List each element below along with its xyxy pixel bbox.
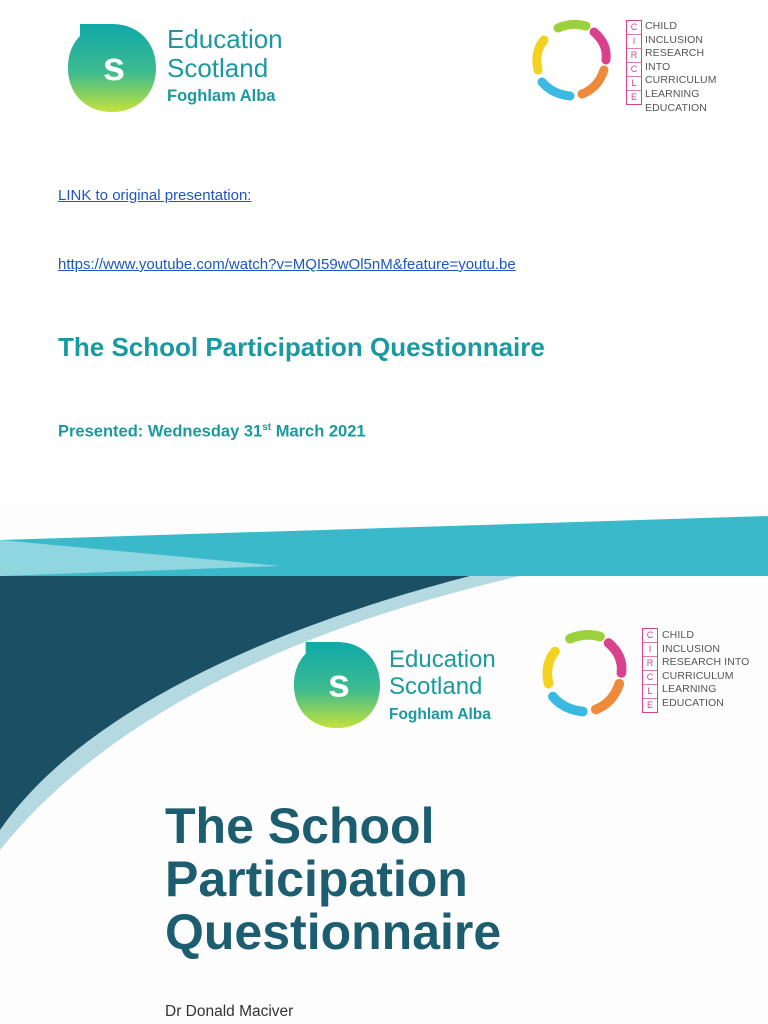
presenter-name: Dr Donald Maciver <box>165 1003 294 1020</box>
circle-logo <box>530 18 730 114</box>
circle-words: CHILD INCLUSION RESEARCH INTO CURRICULUM LEARNING EDUCATION <box>645 20 717 114</box>
circle-ring-icon <box>530 18 614 102</box>
logo-word-scotland: Scotland <box>167 53 269 83</box>
youtube-url-link[interactable]: https://www.youtube.com/watch?v=MQI59wOl5nM&feature=youtu.be <box>58 256 516 273</box>
slide-logo-word-education: Education <box>389 646 496 673</box>
education-scotland-mark-icon <box>66 22 158 114</box>
document-title: The School Participation Questionnaire <box>58 332 545 362</box>
presented-ordinal-suffix: st <box>262 422 272 433</box>
svg-text:s: s <box>328 662 350 706</box>
presented-prefix: Presented: Wednesday 31 <box>58 422 263 441</box>
slide-logo-word-foghlam-alba: Foghlam Alba <box>389 706 491 723</box>
slide-title-line-2: Participation <box>165 851 468 907</box>
svg-text:s: s <box>102 45 126 89</box>
slide-title-line-1: The School <box>165 798 435 854</box>
circle-acronym: C I R C L E <box>626 20 642 105</box>
original-presentation-link[interactable]: LINK to original presentation: <box>58 187 252 204</box>
education-scotland-logo <box>66 22 306 117</box>
slide-circle-acronym: C I R C L E <box>642 628 658 713</box>
slide-circle-words: CHILD INCLUSION RESEARCH INTO CURRICULUM LEARNING EDUCATION <box>662 629 750 709</box>
slide-education-scotland-logo <box>292 640 522 735</box>
logo-word-education: Education <box>167 24 283 54</box>
slide-education-scotland-mark-icon <box>292 640 382 730</box>
slide-logo-word-scotland: Scotland <box>389 673 483 700</box>
presented-date <box>58 422 366 442</box>
slide-circle-ring-icon <box>540 628 630 718</box>
slide-title <box>165 800 501 959</box>
slide-circle-logo <box>540 626 755 726</box>
slide-title-line-3: Questionnaire <box>165 904 502 960</box>
presented-month-year: March 2021 <box>271 422 366 441</box>
logo-word-foghlam-alba: Foghlam Alba <box>167 87 276 105</box>
